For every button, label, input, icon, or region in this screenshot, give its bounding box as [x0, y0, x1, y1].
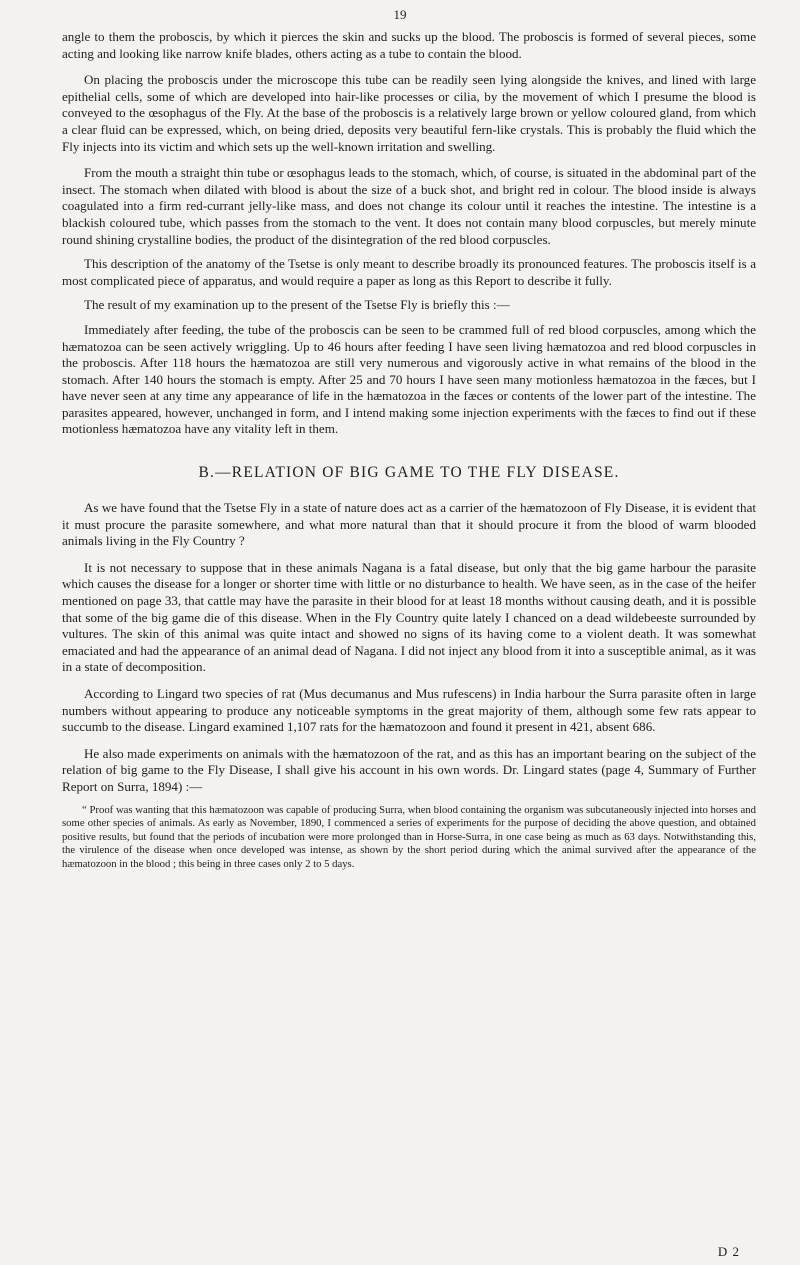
quote-paragraph: “ Proof was wanting that this hæmatozoon was capable of producing Surra, when blood containing the organism was subcutaneously injected into horses and some other species of animals. As early as November, 1890, I commenced a series of experiments for the purpose of deciding the above question, and obtained positive results, but found that the periods of incubation were more prolonged than in Horse-Surra, in one case being as much as 63 days. Notwithstanding this, the virulence of the disease when once developed was intense, as shown by the short period during which the animal survived after the appearance of the hæmatozoon in the blood ; this being in three cases only 2 to 5 days. [62, 803, 756, 870]
page-number: 19 [393, 7, 407, 22]
paragraph: The result of my examination up to the present of the Tsetse Fly is briefly this :— [84, 297, 510, 313]
section-heading: B.—RELATION OF BIG GAME TO THE FLY DISEASE. [198, 464, 620, 482]
paragraph: angle to them the proboscis, by which it pierces the skin and sucks up the blood. The proboscis is formed of several pieces, some acting and looking like narrow knife blades, others acting as a tube to contain the blood. [62, 29, 756, 61]
paragraph: According to Lingard two species of rat (Mus decumanus and Mus rufescens) in India harbour the Surra parasite often in large numbers without appearing to produce any noticeable symptoms in the great majority of them, although some few rats appear to succumb to the disease. Lingard examined 1,107 rats for the hæmatozoon and found it present in 421, absent 686. [62, 686, 756, 735]
document-body [62, 29, 756, 872]
paragraph: It is not necessary to suppose that in these animals Nagana is a fatal disease, but only that the big game harbour the parasite which causes the disease for a longer or shorter time with little or no disturbance to health. We have seen, as in the case of the heifer mentioned on page 33, that cattle may have the parasite in their blood for at least 18 months without causing death, and it is possible that some of the big game die of this disease. When in the Fly Country quite lately I chanced on a dead wildebeeste surrounded by vultures. The skin of this animal was quite intact and showed no signs of its having come to a violent death. It was somewhat emaciated and had the appearance of an animal dead of Nagana. I did not inject any blood from it into a susceptible animal, as it was in a state of decomposition. [62, 559, 756, 675]
paragraph: Immediately after feeding, the tube of the proboscis can be seen to be crammed full of red blood corpuscles, among which the hæmatozoa can be seen actively wriggling. Up to 46 hours after feeding I have seen living hæmatozoa and red blood corpuscles in the proboscis. After 118 hours the hæmatozoa are still very numerous and vigorously active in what remains of the blood in the stomach. After 140 hours the stomach is empty. After 25 and 70 hours I have seen many motionless hæmatozoa in the fæces, but I have never seen at any time any appearance of life in the hæmatozoa in the fæces or contents of the lower part of the intestine. The parasites appeared, however, unchanged in form, and I intend making some injection experiments with the fæces to find out if these motionless hæmatozoa have any vitality left in them. [62, 321, 756, 437]
signature-mark: D 2 [717, 1244, 740, 1259]
paragraph: From the mouth a straight thin tube or œsophagus leads to the stomach, which, of course, is situated in the abdominal part of the insect. The stomach when dilated with blood is about the size of a buck shot, and bright red in colour. The blood inside is always coagulated into a firm red-currant jelly-like mass, and does not change its colour until it reaches the intestine. The intestine is a blackish coloured tube, which passes from the stomach to the vent. It does not contain many blood corpuscles, but merely minute round shining crystalline bodies, the product of the disintegration of the red blood corpuscles. [62, 165, 756, 247]
paragraph: This description of the anatomy of the Tsetse is only meant to describe broadly its pronounced features. The proboscis itself is a most complicated piece of apparatus, and would require a paper as long as this Report to describe it fully. [62, 256, 756, 288]
block-quote [62, 804, 756, 872]
paragraph: On placing the proboscis under the microscope this tube can be readily seen lying alongside the knives, and lined with large epithelial cells, some of which are developed into hair-like processes or cilia, by the movement of which I presume the blood is conveyed to the œsophagus of the Fly. At the base of the proboscis is a relatively large brown or yellow coloured gland, from which a clear fluid can be expressed, which, on being dried, deposits very beautiful fern-like crystals. This is probably the fluid which the Fly injects into its victim and which sets up the well-known irritation and swelling. [62, 72, 756, 154]
paragraph: He also made experiments on animals with the hæmatozoon of the rat, and as this has an important bearing on the subject of the relation of big game to the Fly Disease, I shall give his account in his own words. Dr. Lingard states (page 4, Summary of Further Report on Surra, 1894) :— [62, 745, 756, 794]
paragraph: As we have found that the Tsetse Fly in a state of nature does act as a carrier of the hæmatozoon of Fly Disease, it is evident that it must procure the parasite somewhere, and what more natural than that it should procure it from the blood of warm blooded animals living in the Fly Country ? [62, 500, 756, 549]
